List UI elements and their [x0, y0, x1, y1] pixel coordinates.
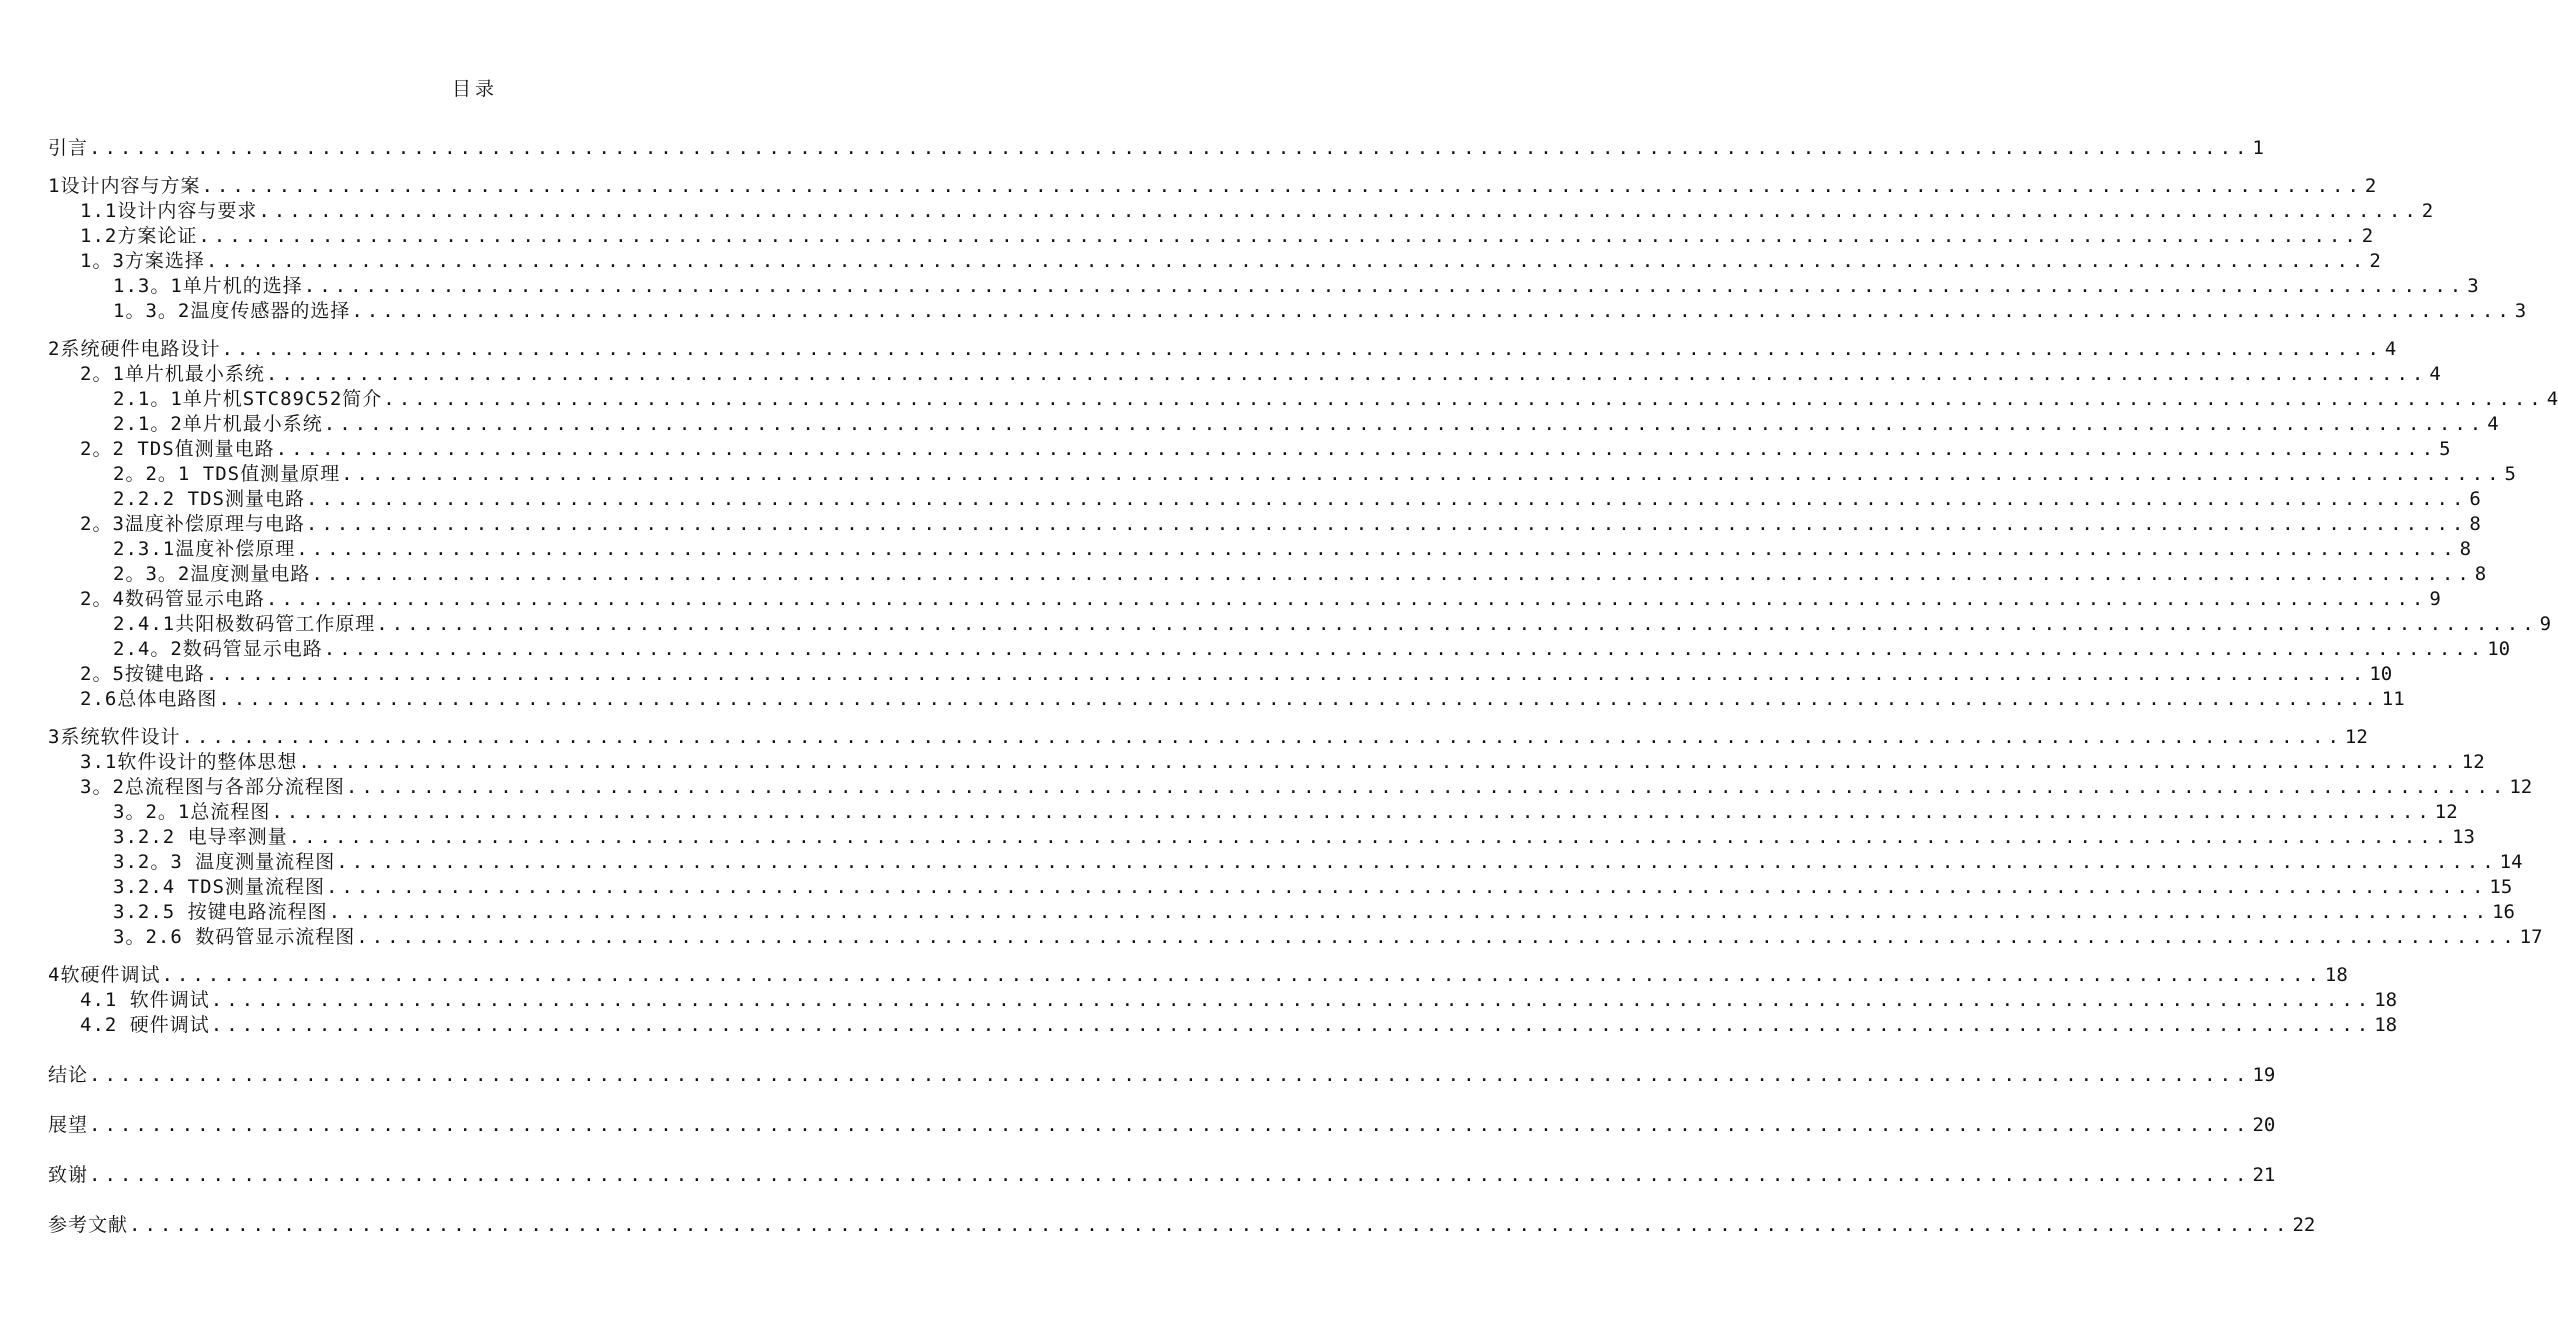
toc-entry[interactable] [48, 174, 2377, 199]
toc-entry-page-number: 12 [2344, 726, 2368, 748]
toc-entry[interactable] [48, 136, 2264, 161]
toc-entry[interactable] [48, 274, 2479, 299]
toc-dot-leader: ............................................................................................................................................ [298, 751, 2460, 773]
toc-entry-label: 2.4.1共阳极数码管工作原理 [113, 613, 376, 635]
toc-entry[interactable] [48, 199, 2434, 224]
toc-entry[interactable] [48, 1213, 2316, 1238]
toc-entry-page-number: 8 [2459, 538, 2472, 560]
toc-dot-leader: ............................................................................................................................................ [89, 1114, 2251, 1136]
toc-dot-leader: ............................................................................................................................................ [305, 513, 2468, 535]
toc-entry-page-number: 4 [2429, 363, 2441, 385]
toc-dot-leader: ............................................................................................................................................ [89, 1164, 2251, 1186]
toc-entry-label: 3。2.6 数码管显示流程图 [113, 926, 356, 948]
toc-entry-label: 1.1设计内容与要求 [80, 200, 258, 222]
toc-entry-page-number: 14 [2499, 851, 2523, 873]
toc-entry-page-number: 2 [2369, 250, 2381, 272]
toc-entry-label: 2.3.1温度补偿原理 [113, 538, 296, 560]
toc-dot-leader: ............................................................................................................................................ [89, 1064, 2251, 1086]
toc-entry-label: 4.2 硬件调试 [80, 1014, 210, 1036]
toc-entry-label: 1.2方案论证 [80, 225, 198, 247]
toc-list [48, 136, 2558, 1238]
toc-entry-page-number: 5 [2439, 438, 2451, 460]
toc-entry[interactable] [48, 337, 2397, 362]
toc-dot-leader: ............................................................................................................................................ [205, 250, 2368, 272]
toc-dot-leader: ............................................................................................................................................ [265, 588, 2428, 610]
toc-entry-page-number: 8 [2474, 563, 2487, 585]
toc-dot-leader: ............................................................................................................................................ [311, 563, 2473, 585]
toc-entry-label: 3系统软件设计 [48, 726, 181, 748]
toc-entry[interactable] [48, 362, 2441, 387]
toc-entry[interactable] [48, 800, 2458, 825]
toc-entry[interactable] [48, 299, 2527, 324]
toc-entry[interactable] [48, 900, 2515, 925]
toc-dot-leader: ............................................................................................................................................ [218, 688, 2380, 710]
toc-dot-leader: ............................................................................................................................................ [356, 926, 2518, 948]
toc-entry-page-number: 3 [2514, 300, 2527, 322]
toc-entry-label: 2。5按键电路 [80, 663, 205, 685]
toc-entry-label: 1.3。1单片机的选择 [113, 275, 303, 297]
toc-entry-label: 3.2。3 温度测量流程图 [113, 851, 336, 873]
toc-entry-label: 1。3方案选择 [80, 250, 205, 272]
toc-entry[interactable] [48, 612, 2552, 637]
toc-entry-label: 2。3。2温度测量电路 [113, 563, 311, 585]
toc-entry[interactable] [48, 687, 2405, 712]
toc-entry[interactable] [48, 963, 2348, 988]
toc-entry[interactable] [48, 537, 2472, 562]
toc-entry-label: 2。3温度补偿原理与电路 [80, 513, 305, 535]
toc-entry-page-number: 2 [2364, 175, 2377, 197]
toc-dot-leader: ............................................................................................................................................ [351, 300, 2513, 322]
toc-entry-label: 2.6总体电路图 [80, 688, 218, 710]
toc-dot-leader: ............................................................................................................................................ [221, 338, 2383, 360]
toc-entry-page-number: 4 [2384, 338, 2397, 360]
toc-entry-label: 3.2.5 按键电路流程图 [113, 901, 328, 923]
toc-dot-leader: ............................................................................................................................................ [323, 638, 2486, 660]
toc-entry-page-number: 15 [2489, 876, 2513, 898]
toc-entry-page-number: 19 [2252, 1064, 2276, 1086]
toc-entry-label: 2。2。1 TDS值测量原理 [113, 463, 341, 485]
toc-entry-label: 3.2.2 电导率测量 [113, 826, 288, 848]
toc-entry[interactable] [48, 875, 2513, 900]
toc-entry-label: 2.4。2数码管显示电路 [113, 638, 323, 660]
toc-entry-label: 3。2总流程图与各部分流程图 [80, 776, 345, 798]
toc-dot-leader: ............................................................................................................................................ [383, 388, 2545, 410]
toc-entry-label: 3。2。1总流程图 [113, 801, 271, 823]
toc-entry-label: 结论 [48, 1064, 89, 1086]
toc-dot-leader: ............................................................................................................................................ [129, 1214, 2291, 1236]
toc-entry-page-number: 9 [2539, 613, 2552, 635]
toc-entry-page-number: 18 [2374, 1014, 2398, 1036]
toc-entry[interactable] [48, 224, 2374, 249]
toc-entry-page-number: 18 [2324, 964, 2348, 986]
toc-entry-page-number: 12 [2434, 801, 2458, 823]
toc-entry[interactable] [48, 562, 2487, 587]
toc-entry-page-number: 5 [2504, 463, 2516, 485]
toc-entry[interactable] [48, 775, 2533, 800]
toc-entry-label: 4软硬件调试 [48, 964, 161, 986]
toc-entry[interactable] [48, 437, 2451, 462]
toc-entry-page-number: 9 [2429, 588, 2441, 610]
toc-dot-leader: ............................................................................................................................................ [89, 137, 2251, 159]
toc-entry-label: 参考文献 [48, 1214, 129, 1236]
toc-entry-label: 致谢 [48, 1164, 89, 1186]
toc-dot-leader: ............................................................................................................................................ [303, 275, 2466, 297]
toc-dot-leader: ............................................................................................................................................ [161, 964, 2323, 986]
toc-entry-label: 2.1。1单片机STC89C52简介 [113, 388, 383, 410]
toc-dot-leader: ............................................................................................................................................ [336, 851, 2498, 873]
toc-entry[interactable] [48, 512, 2481, 537]
toc-entry-page-number: 22 [2292, 1214, 2316, 1236]
toc-dot-leader: ............................................................................................................................................ [296, 538, 2458, 560]
toc-entry-page-number: 18 [2374, 989, 2398, 1011]
toc-dot-leader: ............................................................................................................................................ [275, 438, 2438, 460]
toc-entry-page-number: 4 [2487, 413, 2499, 435]
toc-dot-leader: ............................................................................................................................................ [325, 876, 2488, 898]
toc-entry-page-number: 10 [2369, 663, 2393, 685]
toc-dot-leader: ............................................................................................................................................ [328, 901, 2491, 923]
toc-dot-leader: ............................................................................................................................................ [201, 175, 2363, 197]
toc-entry[interactable] [48, 1163, 2276, 1188]
toc-entry-label: 2。4数码管显示电路 [80, 588, 265, 610]
toc-entry-label: 1。3。2温度传感器的选择 [113, 300, 351, 322]
toc-entry-label: 1设计内容与方案 [48, 175, 201, 197]
toc-entry-label: 4.1 软件调试 [80, 989, 210, 1011]
toc-entry-page-number: 3 [2467, 275, 2479, 297]
toc-entry[interactable] [48, 850, 2523, 875]
toc-dot-leader: ............................................................................................................................................ [341, 463, 2503, 485]
toc-entry-page-number: 2 [2361, 225, 2374, 247]
toc-entry[interactable] [48, 825, 2475, 850]
toc-dot-leader: ............................................................................................................................................ [210, 1014, 2373, 1036]
toc-dot-leader: ............................................................................................................................................ [181, 726, 2343, 748]
toc-dot-leader: ............................................................................................................................................ [376, 613, 2538, 635]
toc-entry-label: 2系统硬件电路设计 [48, 338, 221, 360]
toc-dot-leader: ............................................................................................................................................ [265, 363, 2428, 385]
toc-entry-label: 2.1。2单片机最小系统 [113, 413, 323, 435]
toc-entry[interactable] [48, 662, 2393, 687]
toc-entry-label: 2。1单片机最小系统 [80, 363, 265, 385]
toc-dot-leader: ............................................................................................................................................ [288, 826, 2451, 848]
toc-entry[interactable] [48, 249, 2381, 274]
toc-dot-leader: ............................................................................................................................................ [305, 488, 2468, 510]
toc-entry[interactable] [48, 750, 2485, 775]
toc-entry-label: 2.2.2 TDS测量电路 [113, 488, 305, 510]
toc-entry[interactable] [48, 487, 2481, 512]
toc-entry-page-number: 4 [2546, 388, 2558, 410]
toc-entry-page-number: 1 [2252, 137, 2264, 159]
toc-entry[interactable] [48, 988, 2398, 1013]
toc-entry[interactable] [48, 462, 2516, 487]
toc-entry-label: 展望 [48, 1114, 89, 1136]
toc-entry-page-number: 13 [2452, 826, 2475, 848]
toc-entry-label: 2。2 TDS值测量电路 [80, 438, 275, 460]
toc-entry-page-number: 20 [2252, 1114, 2276, 1136]
toc-entry-page-number: 21 [2252, 1164, 2276, 1186]
toc-entry[interactable] [48, 412, 2499, 437]
toc-entry-page-number: 17 [2519, 926, 2543, 948]
toc-entry[interactable] [48, 925, 2543, 950]
toc-entry-label: 引言 [48, 137, 89, 159]
toc-dot-leader: ............................................................................................................................................ [210, 989, 2373, 1011]
toc-entry-page-number: 6 [2469, 488, 2481, 510]
toc-entry[interactable] [48, 387, 2558, 412]
toc-entry[interactable] [48, 1013, 2398, 1038]
toc-entry-page-number: 16 [2492, 901, 2515, 923]
toc-title: 目录 [451, 78, 498, 100]
toc-dot-leader: ............................................................................................................................................ [205, 663, 2368, 685]
toc-entry-page-number: 12 [2509, 776, 2533, 798]
toc-dot-leader: ............................................................................................................................................ [258, 200, 2420, 222]
toc-entry[interactable] [48, 587, 2441, 612]
toc-entry-label: 3.2.4 TDS测量流程图 [113, 876, 325, 898]
toc-entry[interactable] [48, 1113, 2276, 1138]
toc-entry-label: 3.1软件设计的整体思想 [80, 751, 298, 773]
toc-entry[interactable] [48, 725, 2368, 750]
toc-dot-leader: ............................................................................................................................................ [323, 413, 2486, 435]
toc-dot-leader: ............................................................................................................................................ [198, 225, 2360, 247]
toc-entry-page-number: 2 [2421, 200, 2434, 222]
toc-entry-page-number: 11 [2381, 688, 2405, 710]
toc-entry[interactable] [48, 637, 2511, 662]
toc-dot-leader: ............................................................................................................................................ [271, 801, 2433, 823]
toc-entry[interactable] [48, 1063, 2276, 1088]
toc-entry-page-number: 10 [2487, 638, 2511, 660]
toc-entry-page-number: 12 [2461, 751, 2485, 773]
toc-dot-leader: ............................................................................................................................................ [345, 776, 2508, 798]
toc-entry-page-number: 8 [2469, 513, 2481, 535]
